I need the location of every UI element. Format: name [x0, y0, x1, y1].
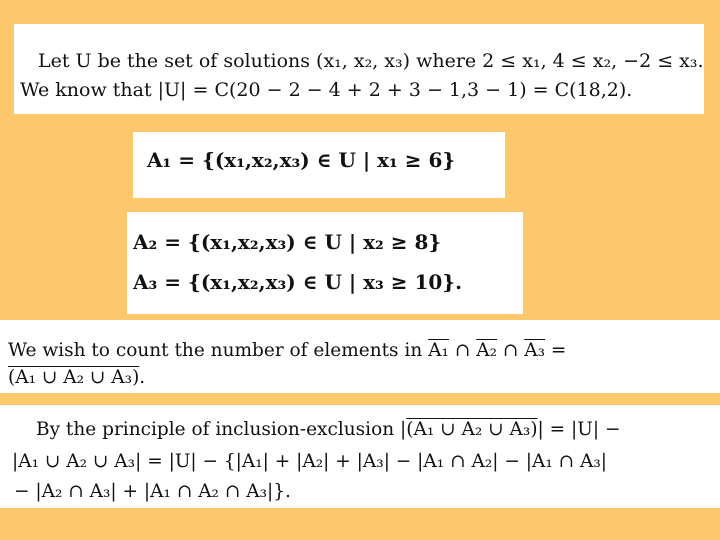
complement-union: (A₁ ∪ A₂ ∪ A₃)	[8, 367, 140, 388]
intro-line-2: We know that |U| = C(20 − 2 − 4 + 2 + 3 − 1,3 − 1) = C(18,2).	[20, 79, 633, 101]
set-a2-definition: A₂ = {(x₁,x₂,x₃) ∈ U | x₂ ≥ 8}	[133, 230, 442, 254]
goal-box	[0, 320, 720, 393]
goal-text: We wish to count the number of elements in	[8, 340, 429, 361]
pie-line-3: − |A₂ ∩ A₃| + |A₁ ∩ A₂ ∩ A₃|}.	[14, 481, 291, 502]
set-a2-a3-box	[127, 212, 523, 314]
equals-symbol: =	[545, 340, 567, 361]
solution-set-box	[14, 24, 704, 114]
complement-union: (A₁ ∪ A₂ ∪ A₃)	[406, 419, 538, 440]
pie-line-1	[36, 419, 620, 440]
intersect-symbol: ∩	[496, 340, 525, 361]
pie-suffix: | = |U| −	[537, 419, 621, 440]
pie-line-2: |A₁ ∪ A₂ ∪ A₃| = |U| − {|A₁| + |A₂| + |A₃| − |A₁ ∩ A₂| − |A₁ ∩ A₃|	[12, 451, 608, 472]
pie-intro: By the principle of inclusion-exclusion |	[36, 419, 407, 440]
set-a1-definition: A₁ = {(x₁,x₂,x₃) ∈ U | x₁ ≥ 6}	[147, 148, 456, 172]
complement-a3: A₃	[524, 340, 546, 361]
goal-period: .	[139, 367, 146, 388]
set-a1-box	[133, 132, 505, 198]
complement-a1: A₁	[428, 340, 449, 361]
inclusion-exclusion-box	[0, 405, 720, 508]
complement-a2: A₂	[476, 340, 497, 361]
intro-line-1: Let U be the set of solutions (x₁, x₂, x₃) where 2 ≤ x₁, 4 ≤ x₂, −2 ≤ x₃.	[38, 50, 704, 72]
set-a3-definition: A₃ = {(x₁,x₂,x₃) ∈ U | x₃ ≥ 10}.	[133, 270, 463, 294]
goal-line-2	[8, 367, 145, 388]
goal-line-1	[8, 340, 566, 361]
intersect-symbol: ∩	[448, 340, 477, 361]
